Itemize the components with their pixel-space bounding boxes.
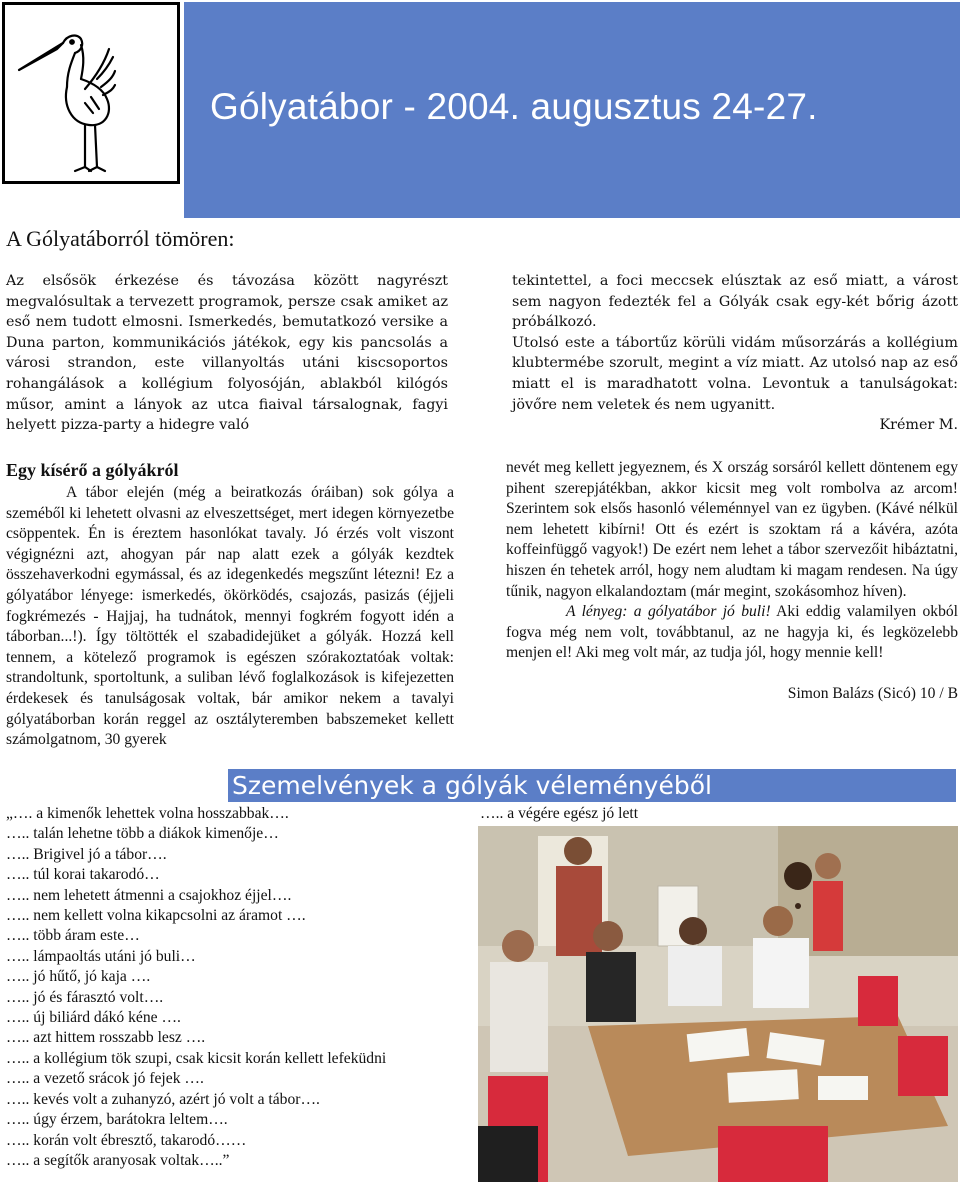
quote-item: ….. jó és fárasztó volt…. <box>6 988 164 1006</box>
summary-right-text-1: tekintettel, a foci meccsek elúsztak az eső miatt, a várost sem nagyon fedezték fel a Gólyák csak egy-két bőrig ázott próbálkozó. <box>512 273 958 331</box>
quote-item: ….. a kollégium tök szupi, csak kicsit korán kellett lefeküdni <box>6 1049 387 1067</box>
companion-right-text-1: nevét meg kellett jegyeznem, és X ország sorsáról kellett döntenem egy pihent szerepjátékban, akkor kicsit meg volt rombolva az arcom! Szerintem sok elsős hasonló véleménnyel van ez ügyben. (Kávé nélkül nem lehetett kibírni! Ott és ezért is szoktam rá a kávéra, azóta koffeinfüggő vagyok!) De ezért nem lehet a tábor szervezőit hibáztatni, hiszen én tehetek arról, hogy nem aludtam ki magam rendesen. Na úgy tűnik, nagyon elkalandoztam (már megint, szokásomhoz híven). <box>506 459 958 600</box>
quote-item: ….. korán volt ébresztő, takarodó…… <box>6 1131 247 1149</box>
quote-item: ….. nem kellett volna kikapcsolni az áramot …. <box>6 907 306 925</box>
quote-item: ….. úgy érzem, barátokra leltem…. <box>6 1111 228 1129</box>
section-heading-summary: A Gólyatáborról tömören: <box>6 226 235 251</box>
opinions-banner-text: Szemelvények a gólyák véleményéből <box>232 771 712 800</box>
page-title: Gólyatábor - 2004. augusztus 24-27. <box>210 86 818 127</box>
quote-item: ….. lámpaoltás utáni jó buli… <box>6 947 196 965</box>
quote-item: „…. a kimenők lehettek volna hosszabbak…. <box>6 805 289 822</box>
quote-item: ….. talán lehetne több a diákok kimenője… <box>6 825 279 843</box>
quote-item: ….. a vezető srácok jó fejek …. <box>6 1070 204 1088</box>
companion-right-column <box>506 458 958 705</box>
summary-signature: Krémer M. <box>879 417 958 434</box>
companion-left-column <box>6 483 454 751</box>
companion-right-paragraph <box>506 602 958 664</box>
companion-left-text: A tábor elején (még a beiratkozás óráiban) sok gólya a szeméből ki lehetett olvasni az elveszettséget, mert idegen környezetbe csöppentek. Én is éreztem hasonlókat tavaly. Jó érzés volt viszont végignézni azt, ahogyan pár nap alatt ezek a gólyák kezdtek összehaverkodni egymással, és az idegenkedés megszűnt létezni! Ez a gólyatábor lényege: ismerkedés, ökörködés, csajozás, pasizás (éjjeli fogkrémezés - Hajjaj, ha tudnátok, mennyi fogkrém fogyott idén a táborban...!). Így töltötték el szabadidejüket a gólyák. Hozzá kell tennem, a kötelező programok is egészen szórakoztatóak voltak: strandoltunk, sportoltunk, a suliban lévő foglalkozások is kifejezetten érdekesek és tanulságosak voltak, bár amikor nekem a tavalyi gólyatáborban korán reggel az osztályteremben babszemeket kellett számolgatnom, 30 gyerek <box>6 484 454 749</box>
summary-left-column <box>6 271 448 436</box>
companion-right-italic: A lényeg: a gólyatábor jó buli! <box>566 603 771 621</box>
companion-signature: Simon Balázs (Sicó) 10 / B <box>787 684 958 702</box>
quote-item: ….. több áram este… <box>6 927 140 945</box>
companion-right-text-2: Aki eddig valamilyen okból fogva még nem volt, továbbtanul, az ne hagyja ki, és legközelebb menjen el! Aki meg volt már, az tudja jól, hogy mennie kell! <box>506 603 958 662</box>
quote-item: ….. új biliárd dákó kéne …. <box>6 1009 181 1027</box>
quote-item: ….. a segítők aranyosak voltak…..” <box>6 1151 230 1169</box>
quote-item: ….. Brigivel jó a tábor…. <box>6 845 167 863</box>
section-heading-companion: Egy kísérő a gólyákról <box>6 460 179 480</box>
summary-right-column <box>512 271 958 436</box>
camp-photo-image <box>478 826 958 1182</box>
quote-item: ….. nem lehetett átmenni a csajokhoz éjjel…. <box>6 886 292 904</box>
quote-item: ….. azt hittem rosszabb lesz …. <box>6 1029 206 1047</box>
summary-right-text-2: Utolsó este a tábortűz körüli vidám műsorzárás a kollégium klubtermébe szorult, megint a víz miatt. Az utolsó nap az eső miatt el is maradhatott volna. Levontuk a tanulságokat: jövőre nem veletek és nem ugyanitt. <box>512 334 958 413</box>
side-quote: ….. a végére egész jó lett <box>480 805 639 822</box>
quote-item: ….. túl korai takarodó… <box>6 866 160 884</box>
opinions-banner <box>228 769 956 802</box>
quote-item: ….. jó hűtő, jó kaja …. <box>6 968 151 986</box>
summary-left-text: Az elsősök érkezése és távozása között nagyrészt megvalósultak a tervezett programok, persze csak amiket az eső nem tudott elmosni. Ismerkedés, bemutatkozó versike a Duna parton, kommunikációs játékok, egy kis pancsolás a városi strandon, este villanyoltás utáni kiscsoportos rohangálások a kollégium folyosóján, ablakból kilógós műsor, amint a lányok az utca fiaival társalognak, fagyi helyett pizza-party a hidegre való <box>6 273 448 434</box>
camp-photo <box>478 826 958 1182</box>
quotes-list <box>6 804 476 1171</box>
logo-box <box>2 2 180 184</box>
stork-icon <box>5 5 177 181</box>
quote-item: ….. kevés volt a zuhanyzó, azért jó volt a tábor…. <box>6 1090 320 1108</box>
